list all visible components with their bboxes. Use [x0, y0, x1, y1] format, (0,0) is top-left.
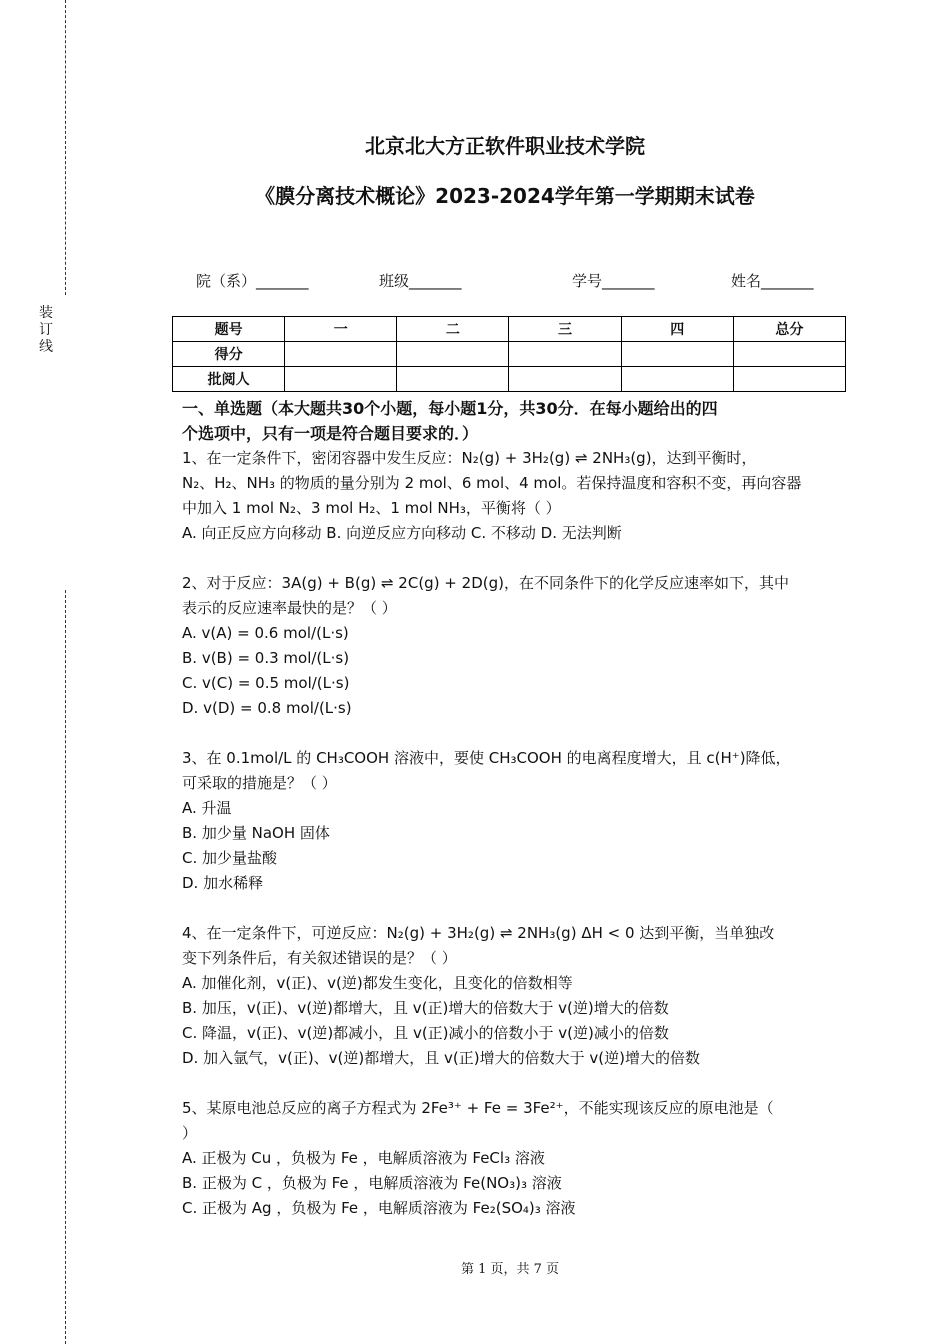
name-field: 姓名_______	[731, 272, 814, 290]
question-text: 2、对于反应：3A(g) + B(g) ⇌ 2C(g) + 2D(g)，在不同条件下的化学反应速率如下，其中	[182, 574, 789, 592]
school-name: 北京北大方正软件职业技术学院	[365, 134, 645, 158]
table-header-cell: 题号	[173, 317, 285, 342]
question-option: B. 加少量 NaOH 固体	[182, 824, 330, 842]
question-text: ）	[182, 1124, 198, 1142]
grader-row	[173, 367, 846, 392]
grader-cell	[621, 367, 733, 392]
page-number: 第 1 页，共 7 页	[460, 1262, 560, 1277]
question-text: 3、在 0.1mol/L 的 CH₃COOH 溶液中，要使 CH₃COOH 的电离程度增大，且 c(H⁺)降低，	[182, 749, 791, 767]
question-text: N₂、H₂、NH₃ 的物质的量分别为 2 mol、6 mol、4 mol。若保持温度和容积不变，再向容器	[182, 474, 802, 492]
question-1	[182, 446, 852, 546]
question-option: A. 加催化剂，v(正)、v(逆)都发生变化，且变化的倍数相等	[182, 974, 573, 992]
question-text: 5、某原电池总反应的离子方程式为 2Fe³⁺ + Fe = 3Fe²⁺，不能实现该反应的原电池是（	[182, 1099, 774, 1117]
score-cell	[285, 342, 397, 367]
question-text: 可采取的措施是？（ ）	[182, 774, 337, 792]
question-option: D. 加水稀释	[182, 874, 264, 892]
table-header-cell: 总分	[733, 317, 845, 342]
question-text: 表示的反应速率最快的是？（ ）	[182, 599, 397, 617]
question-option: B. 加压，v(正)、v(逆)都增大，且 v(正)增大的倍数大于 v(逆)增大的倍数	[182, 999, 669, 1017]
score-table-header-row	[173, 317, 846, 342]
binding-char: 线	[39, 339, 53, 355]
question-2	[182, 571, 852, 721]
question-option: A. 正极为 Cu ，负极为 Fe ，电解质溶液为 FeCl₃ 溶液	[182, 1149, 545, 1167]
row-label: 批阅人	[173, 367, 285, 392]
grader-cell	[509, 367, 621, 392]
question-text: 变下列条件后，有关叙述错误的是？（ ）	[182, 949, 457, 967]
binding-char: 订	[39, 322, 53, 338]
row-label: 得分	[173, 342, 285, 367]
question-4	[182, 921, 852, 1071]
grader-cell	[285, 367, 397, 392]
score-row	[173, 342, 846, 367]
department-field: 院（系）_______	[196, 272, 309, 290]
question-text: 4、在一定条件下，可逆反应：N₂(g) + 3H₂(g) ⇌ 2NH₃(g) ΔH < 0 达到平衡，当单独改	[182, 924, 775, 942]
question-option: A. v(A) = 0.6 mol/(L·s)	[182, 624, 349, 642]
table-header-cell: 三	[509, 317, 621, 342]
question-option: C. 降温，v(正)、v(逆)都减小，且 v(正)减小的倍数小于 v(逆)减小的倍数	[182, 1024, 669, 1042]
student-id-field: 学号_______	[572, 272, 655, 290]
binding-dashed-line-bottom	[65, 590, 66, 1344]
score-cell	[621, 342, 733, 367]
question-option: C. v(C) = 0.5 mol/(L·s)	[182, 674, 350, 692]
question-option: C. 加少量盐酸	[182, 849, 278, 867]
section-heading: 个选项中，只有一项是符合题目要求的．）	[182, 424, 479, 443]
exam-title: 《膜分离技术概论》2023-2024学年第一学期期末试卷	[255, 184, 755, 208]
question-text: 中加入 1 mol N₂、3 mol H₂、1 mol NH₃，平衡将（ ）	[182, 499, 561, 517]
score-cell	[397, 342, 509, 367]
grader-cell	[397, 367, 509, 392]
question-option: B. 正极为 C ，负极为 Fe ，电解质溶液为 Fe(NO₃)₃ 溶液	[182, 1174, 562, 1192]
question-option: A. 向正反应方向移动 B. 向逆反应方向移动 C. 不移动 D. 无法判断	[182, 524, 622, 542]
grader-cell	[733, 367, 845, 392]
score-table	[172, 316, 846, 392]
question-5	[182, 1096, 852, 1221]
table-header-cell: 一	[285, 317, 397, 342]
binding-label	[38, 305, 54, 356]
class-field: 班级_______	[379, 272, 462, 290]
question-option: C. 正极为 Ag ，负极为 Fe ，电解质溶液为 Fe₂(SO₄)₃ 溶液	[182, 1199, 576, 1217]
question-option: D. 加入氩气，v(正)、v(逆)都增大，且 v(正)增大的倍数大于 v(逆)增大的倍数	[182, 1049, 700, 1067]
question-option: B. v(B) = 0.3 mol/(L·s)	[182, 649, 350, 667]
question-text: 1、在一定条件下，密闭容器中发生反应：N₂(g) + 3H₂(g) ⇌ 2NH₃(g)，达到平衡时，	[182, 449, 757, 467]
question-option: A. 升温	[182, 799, 232, 817]
exam-content	[182, 396, 852, 1221]
table-header-cell: 二	[397, 317, 509, 342]
section-heading: 一、单选题（本大题共30个小题，每小题1分，共30分．在每小题给出的四	[182, 399, 718, 418]
question-option: D. v(D) = 0.8 mol/(L·s)	[182, 699, 352, 717]
binding-char: 装	[39, 305, 53, 321]
table-header-cell: 四	[621, 317, 733, 342]
score-cell	[733, 342, 845, 367]
score-cell	[509, 342, 621, 367]
question-3	[182, 746, 852, 896]
